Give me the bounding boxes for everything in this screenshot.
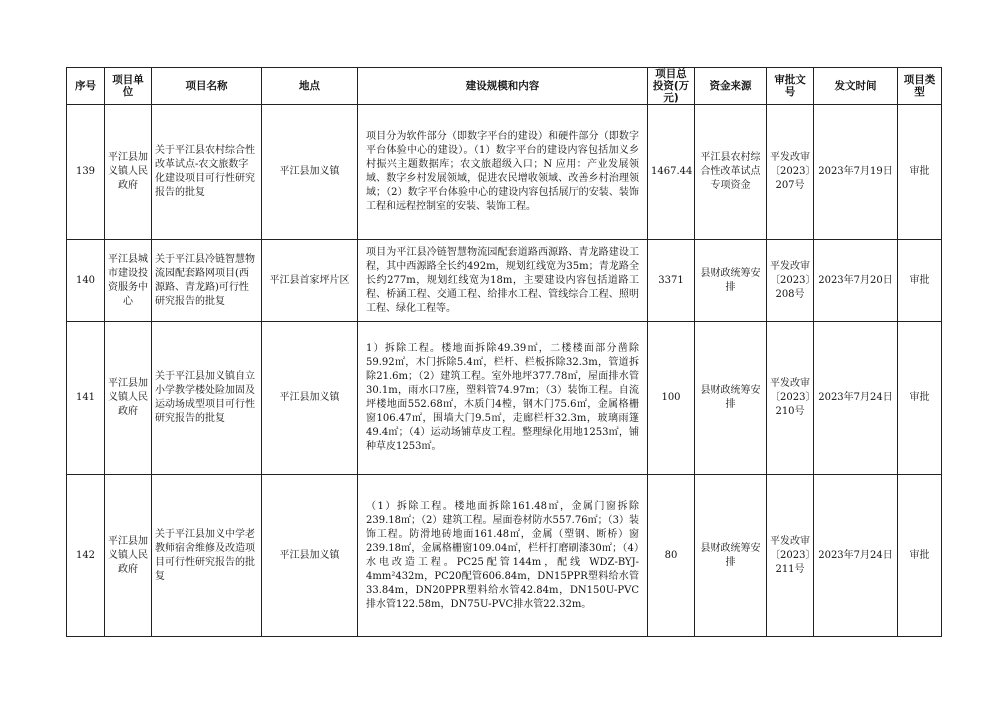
header-location: 地点 [262, 68, 358, 105]
header-investment: 项目总投资(万元) [648, 68, 695, 105]
cell-approval: 平发改审〔2023〕210号 [767, 322, 814, 475]
project-approval-table [66, 67, 942, 637]
cell-content: 项目分为软件部分（即数字平台的建设）和硬件部分（即数字平台体验中心的建设）。（1）数字平台的建设内容包括加义乡村振兴主题数据库；农文旅超级入口；N 应用：产业发展领域、数字乡村发展领域，促进农民增收领域、改善乡村治理领域；（2）数字平台体验中心的建设内容包括展厅的安装、装饰工程和远程控制室的安装、装饰工程。 [358, 105, 648, 240]
cell-name: 关于平江县冷链智慧物流园配套路网项目(西源路、青龙路)可行性研究报告的批复 [152, 240, 262, 322]
cell-unit: 平江县加义镇人民政府 [105, 105, 152, 240]
cell-date: 2023年7月19日 [814, 105, 898, 240]
cell-name: 关于平江县农村综合性改革试点-农文旅数字化建设项目可行性研究报告的批复 [152, 105, 262, 240]
cell-date: 2023年7月24日 [814, 322, 898, 475]
cell-location: 平江县加义镇 [262, 105, 358, 240]
cell-funding: 县财政统筹安排 [695, 240, 767, 322]
header-date: 发文时间 [814, 68, 898, 105]
table-row [67, 475, 942, 637]
cell-investment: 1467.44 [648, 105, 695, 240]
cell-approval: 平发改审〔2023〕208号 [767, 240, 814, 322]
header-approval: 审批文号 [767, 68, 814, 105]
cell-approval: 平发改审〔2023〕207号 [767, 105, 814, 240]
cell-unit: 平江县加义镇人民政府 [105, 322, 152, 475]
cell-location: 平江县加义镇 [262, 475, 358, 637]
table-row [67, 240, 942, 322]
cell-seq: 140 [67, 240, 105, 322]
header-funding: 资金来源 [695, 68, 767, 105]
cell-type: 审批 [898, 240, 942, 322]
cell-content: （1）拆除工程。楼地面拆除161.48㎡，金属门窗拆除239.18㎡；（2）建筑工程。屋面卷材防水557.76㎡；（3）装饰工程。防滑地砖地面161.48㎡，金属（塑钢、断桥）窗239.18㎡，金属格栅窗109.04㎡，栏杆打磨刷漆30㎡；（4）水电改造工程。PC25配管144m，配线 WDZ-BYJ-4mm²432m，PC20配管606.84m，DN15PPR塑料给水管33.84m，DN20PPR塑料给水管42.84m，DN150U-PVC排水管122.58m，DN75U-PVC排水管22.32m。 [358, 475, 648, 637]
cell-date: 2023年7月20日 [814, 240, 898, 322]
cell-content: 1）拆除工程。楼地面拆除49.39㎡，二楼楼面部分凿除59.92㎡，木门拆除5.4㎡，栏杆、栏板拆除32.3m，管道拆除21.6m；（2）建筑工程。室外地坪377.78㎡，屋面排水管30.1m，雨水口7座，塑料管74.97m；（3）装饰工程。自流坪楼地面552.68㎡，木质门4樘，钢木门75.6㎡，金属格栅窗106.47㎡，围墙大门9.5㎡，走廊栏杆32.3m，玻璃雨篷49.4㎡；（4）运动场铺草皮工程。整理绿化用地1253㎡，铺种草皮1253㎡。 [358, 322, 648, 475]
cell-funding: 县财政统筹安排 [695, 475, 767, 637]
cell-funding: 县财政统筹安排 [695, 322, 767, 475]
cell-location: 平江县加义镇 [262, 322, 358, 475]
cell-name: 关于平江县加义镇自立小学教学楼处险加固及运动场成型项目可行性研究报告的批复 [152, 322, 262, 475]
cell-date: 2023年7月24日 [814, 475, 898, 637]
table-header-row [67, 68, 942, 105]
header-seq: 序号 [67, 68, 105, 105]
header-unit: 项目单位 [105, 68, 152, 105]
cell-seq: 142 [67, 475, 105, 637]
cell-unit: 平江县加义镇人民政府 [105, 475, 152, 637]
header-content: 建设规模和内容 [358, 68, 648, 105]
cell-type: 审批 [898, 322, 942, 475]
cell-funding: 平江县农村综合性改革试点专项资金 [695, 105, 767, 240]
cell-type: 审批 [898, 105, 942, 240]
header-name: 项目名称 [152, 68, 262, 105]
table-row [67, 322, 942, 475]
table-row [67, 105, 942, 240]
cell-type: 审批 [898, 475, 942, 637]
header-type: 项目类型 [898, 68, 942, 105]
cell-name: 关于平江县加义中学老教师宿舍维修及改造项目可行性研究报告的批复 [152, 475, 262, 637]
cell-investment: 100 [648, 322, 695, 475]
cell-seq: 141 [67, 322, 105, 475]
cell-approval: 平发改审〔2023〕211号 [767, 475, 814, 637]
cell-investment: 3371 [648, 240, 695, 322]
cell-seq: 139 [67, 105, 105, 240]
cell-location: 平江县首家坪片区 [262, 240, 358, 322]
cell-unit: 平江县城市建设投资服务中心 [105, 240, 152, 322]
cell-content: 项目为平江县冷链智慧物流园配套道路西源路、青龙路建设工程，其中西源路全长约492m，规划红线宽为35m；青龙路全长约277m，规划红线宽为18m，主要建设内容包括道路工程、桥涵工程、交通工程、给排水工程、管线综合工程、照明工程、绿化工程等。 [358, 240, 648, 322]
cell-investment: 80 [648, 475, 695, 637]
